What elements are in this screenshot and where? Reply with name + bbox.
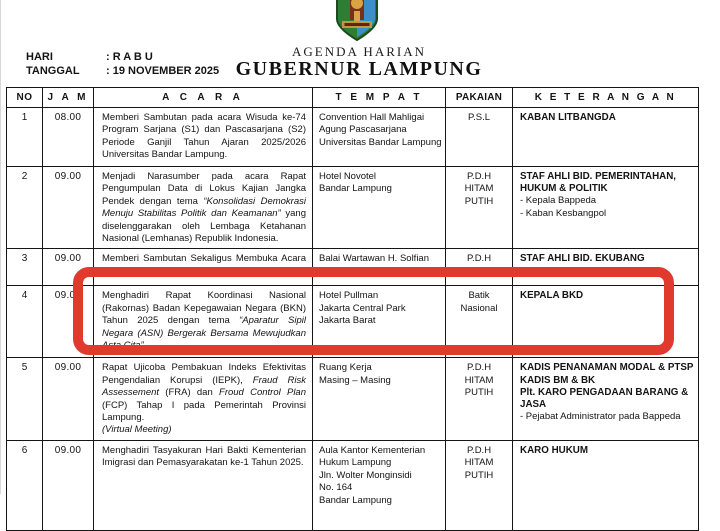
cell-keterangan: [513, 358, 699, 440]
cell-no: 4: [7, 286, 43, 358]
pakaian-line: PUTIH: [464, 195, 494, 207]
keterangan-line: KADIS BM & BK: [520, 374, 596, 386]
tempat-line: Hotel Pullman: [319, 290, 379, 302]
tempat-line: No. 164: [319, 482, 353, 494]
cell-jam: 08.00: [43, 108, 94, 167]
tempat-line: Jakarta Barat: [319, 315, 376, 327]
tempat-line: Balai Wartawan H. Solfian: [319, 253, 430, 265]
cell-pakaian: [446, 249, 513, 286]
cell-pakaian: [446, 358, 513, 440]
pakaian-line: PUTIH: [464, 387, 494, 399]
keterangan-line: Plt. KARO PENGADAAN BARANG & JASA: [520, 386, 689, 411]
tempat-line: Jln. Wolter Monginsidi: [319, 469, 412, 481]
lampung-crest-logo: [334, 0, 380, 42]
cell-jam: 09.00: [43, 167, 94, 249]
acara-paragraph: Rapat Ujicoba Pembakuan Indeks Efektivitas Pengendalian Korupsi (IEPK), Fraud Risk Assessement (FRA) dan Froud Control Plan (FCP) Tahap I pada Pemerintah Provinsi Lampung.: [102, 362, 306, 424]
hari-row: [26, 51, 219, 65]
column-header-tempat: T E M P A T: [313, 88, 446, 108]
keterangan-line: STAF AHLI BID. EKUBANG: [520, 253, 645, 265]
table-row: [7, 167, 699, 249]
keterangan-line: - Pejabat Administrator pada Dinas: [520, 265, 667, 277]
cell-acara: [94, 286, 313, 358]
tempat-line: Convention Hall Mahligai: [319, 112, 425, 123]
cell-tempat: [313, 249, 446, 286]
tanggal-row: [26, 65, 219, 79]
cell-tempat: [313, 358, 446, 440]
column-header-pakaian: PAKAIAN: [446, 88, 513, 108]
cell-pakaian: [446, 286, 513, 358]
pakaian-line: P.D.H: [466, 171, 492, 182]
acara-paragraph: Menjadi Narasumber pada acara Rapat Pengumpulan Data di Lokus Kajian Jangka Pendek dengan tema “Konsolidasi Demokrasi Menuju Stabilitas Politik dan Keamanan” yang diselenggarakan oleh Lembaga Ketahanan Nasional (Lemhanas) Republik Indonesia.: [102, 171, 306, 245]
cell-acara: [94, 358, 313, 440]
document-title-line2: GUBERNUR LAMPUNG: [235, 58, 483, 80]
cell-pakaian: [446, 167, 513, 249]
hari-value: : R A B U: [106, 51, 153, 63]
cell-tempat: [313, 286, 446, 358]
pakaian-line: P.D.H: [466, 253, 492, 265]
pakaian-line: Batik: [468, 290, 490, 302]
tempat-line: Masing – Masing: [319, 374, 391, 386]
pakaian-line: HITAM: [464, 265, 494, 277]
keterangan-line: KADIS PENANAMAN MODAL & PTSP: [520, 362, 694, 374]
column-header-keterangan: K E T E R A N G A N: [513, 88, 699, 108]
cell-no: 2: [7, 167, 43, 249]
column-header-no: NO: [7, 88, 43, 108]
tanggal-label: TANGGAL: [26, 64, 80, 77]
cell-acara: [94, 108, 313, 167]
pakaian-line: Nasional: [460, 302, 498, 314]
cell-keterangan: [513, 108, 699, 167]
pakaian-line: P.S.L: [467, 112, 490, 123]
agenda-table-body: [7, 108, 699, 531]
cell-pakaian: [446, 108, 513, 167]
cell-acara: [94, 167, 313, 249]
cell-acara: [94, 249, 313, 286]
keterangan-line: - Pejabat Administrator pada Bappeda: [520, 411, 681, 423]
table-row: [7, 108, 699, 167]
table-row: [7, 440, 699, 530]
cell-keterangan: [513, 249, 699, 286]
cell-keterangan: [513, 167, 699, 249]
keterangan-line: STAF AHLI BID. PEMERINTAHAN, HUKUM & POLITIK: [520, 171, 677, 195]
hari-label: HARI: [26, 51, 53, 63]
cell-tempat: [313, 108, 446, 167]
cell-no: 5: [7, 358, 43, 440]
cell-tempat: [313, 440, 446, 530]
cell-tempat: [313, 167, 446, 249]
table-row: [7, 358, 699, 440]
tempat-line: Jakarta Central Park: [319, 302, 406, 314]
pakaian-line: PUTIH: [464, 469, 494, 481]
pakaian-line: HITAM: [464, 457, 494, 469]
document-title-line1: AGENDA HARIAN: [292, 44, 426, 59]
cell-pakaian: [446, 440, 513, 530]
table-row: [7, 286, 699, 358]
keterangan-line: - Kepala Bappeda: [520, 195, 597, 207]
tempat-line: Akhmad/PWI Lampung: [319, 265, 417, 277]
table-row: [7, 249, 699, 286]
keterangan-line: - Kaban Kesbangpol: [520, 207, 607, 219]
acara-paragraph: Menghadiri Tasyakuran Hari Bakti Kementerian Imigrasi dan Pemasyarakatan ke-1 Tahun 2025.: [102, 444, 306, 469]
tempat-line: Hotel Novotel: [319, 171, 377, 182]
column-header-acara: A C A R A: [94, 88, 313, 108]
acara-paragraph: Menghadiri Rapat Koordinasi Nasional (Rakornas) Badan Kepegawaian Negara (BKN) Tahun 2025 dengan tema “Aparatur Sipil Negara (ASN) Bergerak Bersama Mewujudkan Asta Cita”.: [102, 290, 306, 352]
cell-acara: [94, 440, 313, 530]
agenda-table: [6, 87, 699, 531]
date-block: [26, 51, 219, 78]
lampung-crest-icon: [334, 0, 380, 42]
tempat-line: Aula Kantor Kementerian: [319, 444, 426, 456]
cell-jam: 09.00: [43, 440, 94, 530]
acara-paragraph: (Virtual Meeting): [102, 424, 172, 436]
tempat-line: Universitas Bandar Lampung: [319, 136, 442, 148]
cell-no: 3: [7, 249, 43, 286]
cell-jam: 09.00: [43, 358, 94, 440]
tempat-line: Hukum Lampung: [319, 457, 392, 469]
acara-paragraph: Memberi Sambutan Sekaligus Membuka Acara Uji Kompetensi Wartawan (UKW): [102, 253, 306, 277]
tempat-line: Agung Pascasarjana: [319, 124, 407, 136]
tempat-line: Ruang Kerja: [319, 362, 372, 374]
cell-jam: 09.00: [43, 286, 94, 358]
table-header-row: [7, 88, 699, 108]
cell-jam: 09.00: [43, 249, 94, 286]
keterangan-line: KEPALA BKD: [520, 290, 584, 302]
tanggal-value: : 19 NOVEMBER 2025: [106, 64, 220, 77]
cell-no: 6: [7, 440, 43, 530]
pakaian-line: P.D.H: [466, 362, 492, 374]
tempat-line: Bandar Lampung: [319, 183, 392, 195]
pakaian-line: HITAM: [464, 183, 494, 195]
column-header-jam: J A M: [43, 88, 94, 108]
cell-keterangan: [513, 440, 699, 530]
keterangan-line: KABAN LITBANGDA: [520, 112, 616, 123]
acara-paragraph: Memberi Sambutan pada acara Wisuda ke-74 Program Sarjana (S1) dan Pascasarjana (S2) Periode Ganjil Tahun Ajaran 2025/2026 Universitas Bandar Lampung.: [102, 112, 306, 161]
cell-no: 1: [7, 108, 43, 167]
tempat-line: Bandar Lampung: [319, 494, 392, 506]
pakaian-line: HITAM: [464, 374, 494, 386]
keterangan-line: KARO HUKUM: [520, 444, 589, 456]
cell-keterangan: [513, 286, 699, 358]
pakaian-line: P.D.H: [466, 444, 492, 456]
